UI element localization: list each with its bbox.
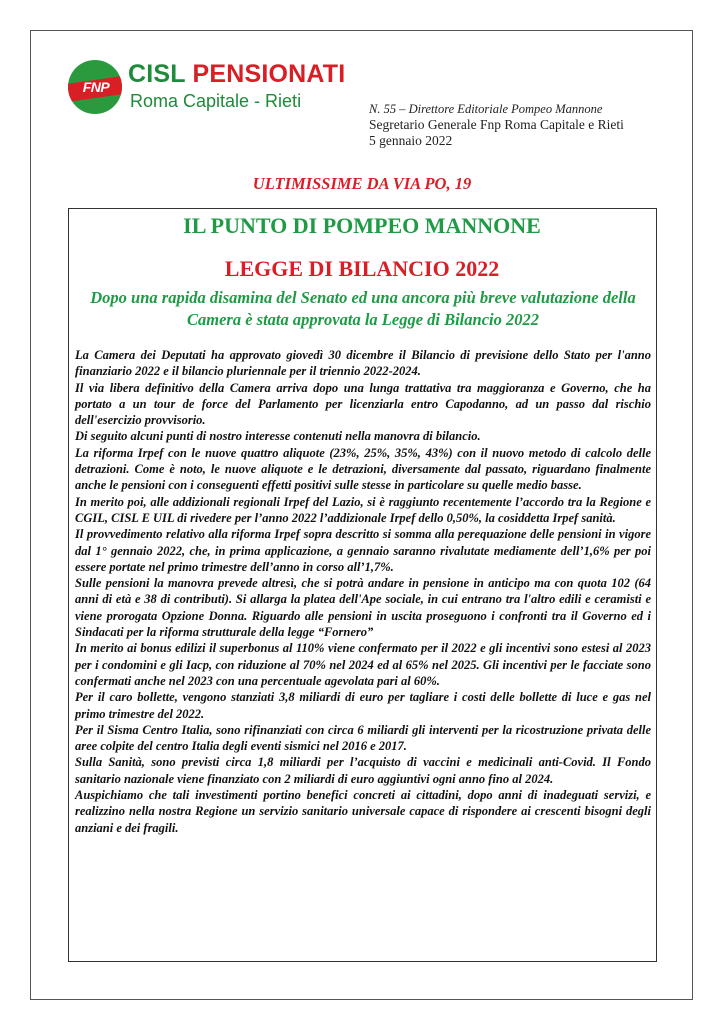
date-line: 5 gennaio 2022 bbox=[369, 133, 453, 148]
paragraph: La riforma Irpef con le nuove quattro aliquote (23%, 25%, 35%, 43%) con il nuovo metodo di calcolo delle detrazioni. Come è noto, le nuove aliquote e le detrazioni, diversamente dal passato, riguardano finalmente anche le pensioni con i conseguenti effetti positivi sulle stesse in particolare su quelle medio basse. bbox=[75, 445, 651, 493]
paragraph: Il provvedimento relativo alla riforma Irpef sopra descritto si somma alla perequazione delle pensioni in vigore dal 1° gennaio 2022, che, in prima applicazione, a gennaio saranno rivalutate mediamente dell’1,6% per poi essere portate nel primo trimestre dell’anno in corso all’1,7%. bbox=[75, 527, 651, 574]
paragraph: In merito poi, alle addizionali regionali Irpef del Lazio, si è raggiunto recentemente l’accordo tra la Regione e CGIL, CISL E UIL di rivedere per l’anno 2022 l’addizionale Irpef dello 0,50%, la cosiddetta Irpef sanità. bbox=[75, 494, 651, 525]
paragraph: Sulla Sanità, sono previsti circa 1,8 miliardi per l’acquisto di vaccini e medicinali anti-Covid. Il Fondo sanitario nazionale viene finanziato con 2 miliardi di euro aggiuntivi ogni anno fino al 2024. bbox=[75, 755, 651, 786]
paragraph: Sulle pensioni la manovra prevede altresì, che si potrà andare in pensione in anticipo ma con quota 102 (64 anni di età e 38 di contributi). Si allarga la platea dell'Ape sociale, in cui entrano tra l'altro edili e ceramisti e viene prorogata Opzione Donna. Riguardo alle pensioni in uscita proseguono i confronti tra il Governo ed i Sindacati per la riforma strutturale della legge “Fornero” bbox=[75, 576, 651, 640]
paragraph: La Camera dei Deputati ha approvato giovedì 30 dicembre il Bilancio di previsione dello Stato per l'anno finanziario 2022 e il bilancio pluriennale per il triennio 2022-2024. bbox=[75, 348, 651, 379]
article-subtitle: Dopo una rapida disamina del Senato ed una ancora più breve valutazione della Camera è stata approvata la Legge di Bilancio 2022 bbox=[90, 288, 636, 329]
fnp-badge-text: FNP bbox=[82, 79, 110, 95]
kicker: ULTIMISSIME DA VIA PO, 19 bbox=[252, 174, 472, 193]
paragraph: Auspichiamo che tali investimenti portino benefici concreti ai cittadini, dopo anni di inadeguati servizi, e realizzino nella nostra Regione un servizio sanitario universale capace di rispondere ai crescenti bisogni degli anziani e dei fragili. bbox=[75, 788, 651, 835]
editor-line: N. 55 – Direttore Editoriale Pompeo Mannone bbox=[369, 102, 603, 116]
article-body bbox=[75, 347, 651, 836]
paragraph: Per il Sisma Centro Italia, sono rifinanziati con circa 6 miliardi gli interventi per la ricostruzione privata delle aree colpite del centro Italia degli eventi sismici nel 2016 e 2017. bbox=[75, 722, 651, 754]
logo-pensionati: PENSIONATI bbox=[192, 60, 346, 88]
paragraph: Per il caro bollette, vengono stanziati 3,8 miliardi di euro per tagliare i costi delle bollette di luce e gas nel primo trimestre del 2022. bbox=[75, 690, 651, 721]
secretary-line: Segretario Generale Fnp Roma Capitale e Rieti bbox=[369, 117, 624, 132]
paragraph: Di seguito alcuni punti di nostro interesse contenuti nella manovra di bilancio. bbox=[75, 429, 481, 444]
logo-cisl: CISL bbox=[128, 60, 186, 88]
cisl-pensionati-logo bbox=[68, 60, 346, 116]
header-meta bbox=[369, 101, 624, 149]
fnp-badge-icon bbox=[68, 60, 122, 114]
column-heading: IL PUNTO DI POMPEO MANNONE bbox=[183, 213, 541, 238]
logo-brand bbox=[128, 60, 345, 89]
paragraph: Il via libera definitivo della Camera arriva dopo una lunga trattativa tra maggioranza e Governo, che ha portato a un tour de force del Parlamento per licenziarla entro Capodanno, ad un passo dal rischio dell'esercizio provvisorio. bbox=[75, 380, 651, 428]
logo-subtitle: Roma Capitale - Rieti bbox=[130, 91, 302, 111]
paragraph: In merito ai bonus edilizi il superbonus al 110% viene confermato per il 2022 e gli incentivi sono estesi al 2023 per i condomini e gli Iacp, con riduzione al 70% nel 2024 ed al 65% nel 2025. Gli incentivi per le facciate sono confermati anche nel 2023 con una percentuale agevolata pari al 60%. bbox=[75, 641, 651, 688]
article-title: LEGGE DI BILANCIO 2022 bbox=[224, 256, 500, 281]
